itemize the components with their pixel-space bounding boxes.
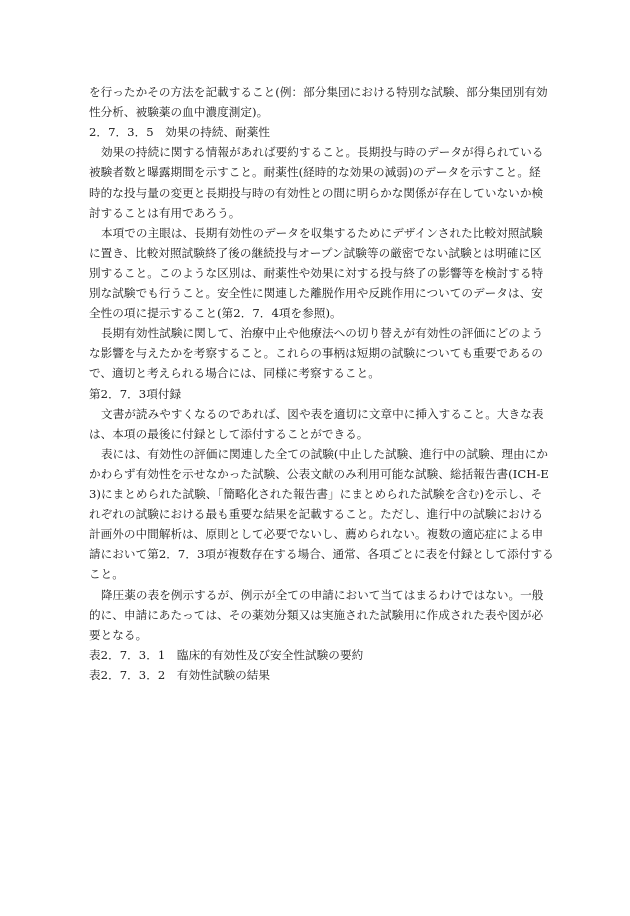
text-line: 性分析、被験薬の血中濃度測定)。 <box>89 105 269 120</box>
text-line: 降圧薬の表を例示するが、例示が全ての申請において当てはまるわけではない。一般 <box>101 587 544 602</box>
text-line: 第2．7．3項付録 <box>89 386 182 401</box>
text-line: 長期有効性試験に関して、治療中止や他療法への切り替えが有効性の評価にどのよう <box>101 326 544 341</box>
text-line: で、適切と考えられる場合には、同様に考察すること。 <box>89 366 380 381</box>
text-line: 別な試験でも行うこと。安全性に関連した離脱作用や反跳作用についてのデータは、安 <box>89 286 543 300</box>
text-line: 本項での主眼は、長期有効性のデータを収集するためにデザインされた比較対照試験 <box>101 225 543 240</box>
text-line: こと。 <box>89 567 124 582</box>
text-line: 別すること。このような区別は、耐薬性や効果に対する投与終了の影響等を検討する特 <box>89 265 544 280</box>
text-line: を行ったかその方法を記載すること(例：部分集団における特別な試験、部分集団別有効 <box>89 85 548 99</box>
text-line: 3)にまとめられた試験、「簡略化された報告書」にまとめられた試験を含む)を示し、そ <box>89 487 543 501</box>
text-line: な影響を与えたかを考察すること。これらの事柄は短期の試験についても重要であるの <box>89 346 543 361</box>
text-line: 請において第2．7．3項が複数存在する場合、通常、各項ごとに表を付録として添付する <box>89 547 554 562</box>
text-line: に置き、比較対照試験終了後の継続投与オープン試験等の厳密でない試験とは明確に区 <box>89 245 542 260</box>
text-line: 効果の持続に関する情報があれば要約すること。長期投与時のデータが得られている <box>101 145 544 160</box>
text-line: 文書が読みやすくなるのであれば、図や表を適切に文章中に挿入すること。大きな表 <box>101 406 544 421</box>
text-line: 計画外の中間解析は、原則として必要でないし、薦められない。複数の適応症による申 <box>89 527 544 542</box>
text-line: かわらず有効性を示せなかった試験、公表文献のみ利用可能な試験、総括報告書(ICH-E <box>89 466 549 481</box>
text-line: 表2．7．3．2 有効性試験の結果 <box>89 667 271 682</box>
text-line: 要となる。 <box>89 627 148 642</box>
text-line: 表2．7．3．1 臨床的有効性及び安全性試験の要約 <box>89 647 364 662</box>
text-line: 時的な投与量の変更と長期投与時の有効性との間に明らかな関係が存在していないか検 <box>89 185 544 200</box>
text-line: 全性の項に提示すること(第2．7．4項を参照)。 <box>89 306 342 321</box>
text-line: は、本項の最後に付録として添付することができる。 <box>89 426 369 441</box>
text-line: 討することは有用であろう。 <box>89 205 241 220</box>
text-line: れぞれの試験における最も重要な結果を記載すること。ただし、進行中の試験における <box>89 507 544 522</box>
text-line: 的に、申請にあたっては、その薬効分類又は実施された試験用に作成された表や図が必 <box>89 607 544 622</box>
text-line: 表には、有効性の評価に関連した全ての試験(中止した試験、進行中の試験、理由にか <box>101 446 549 461</box>
text-line: 2．7．3．5 効果の持続、耐薬性 <box>89 125 271 140</box>
text-line: 被験者数と曝露期間を示すこと。耐薬性(経時的な効果の減弱)のデータを示すこと。経 <box>89 165 541 180</box>
